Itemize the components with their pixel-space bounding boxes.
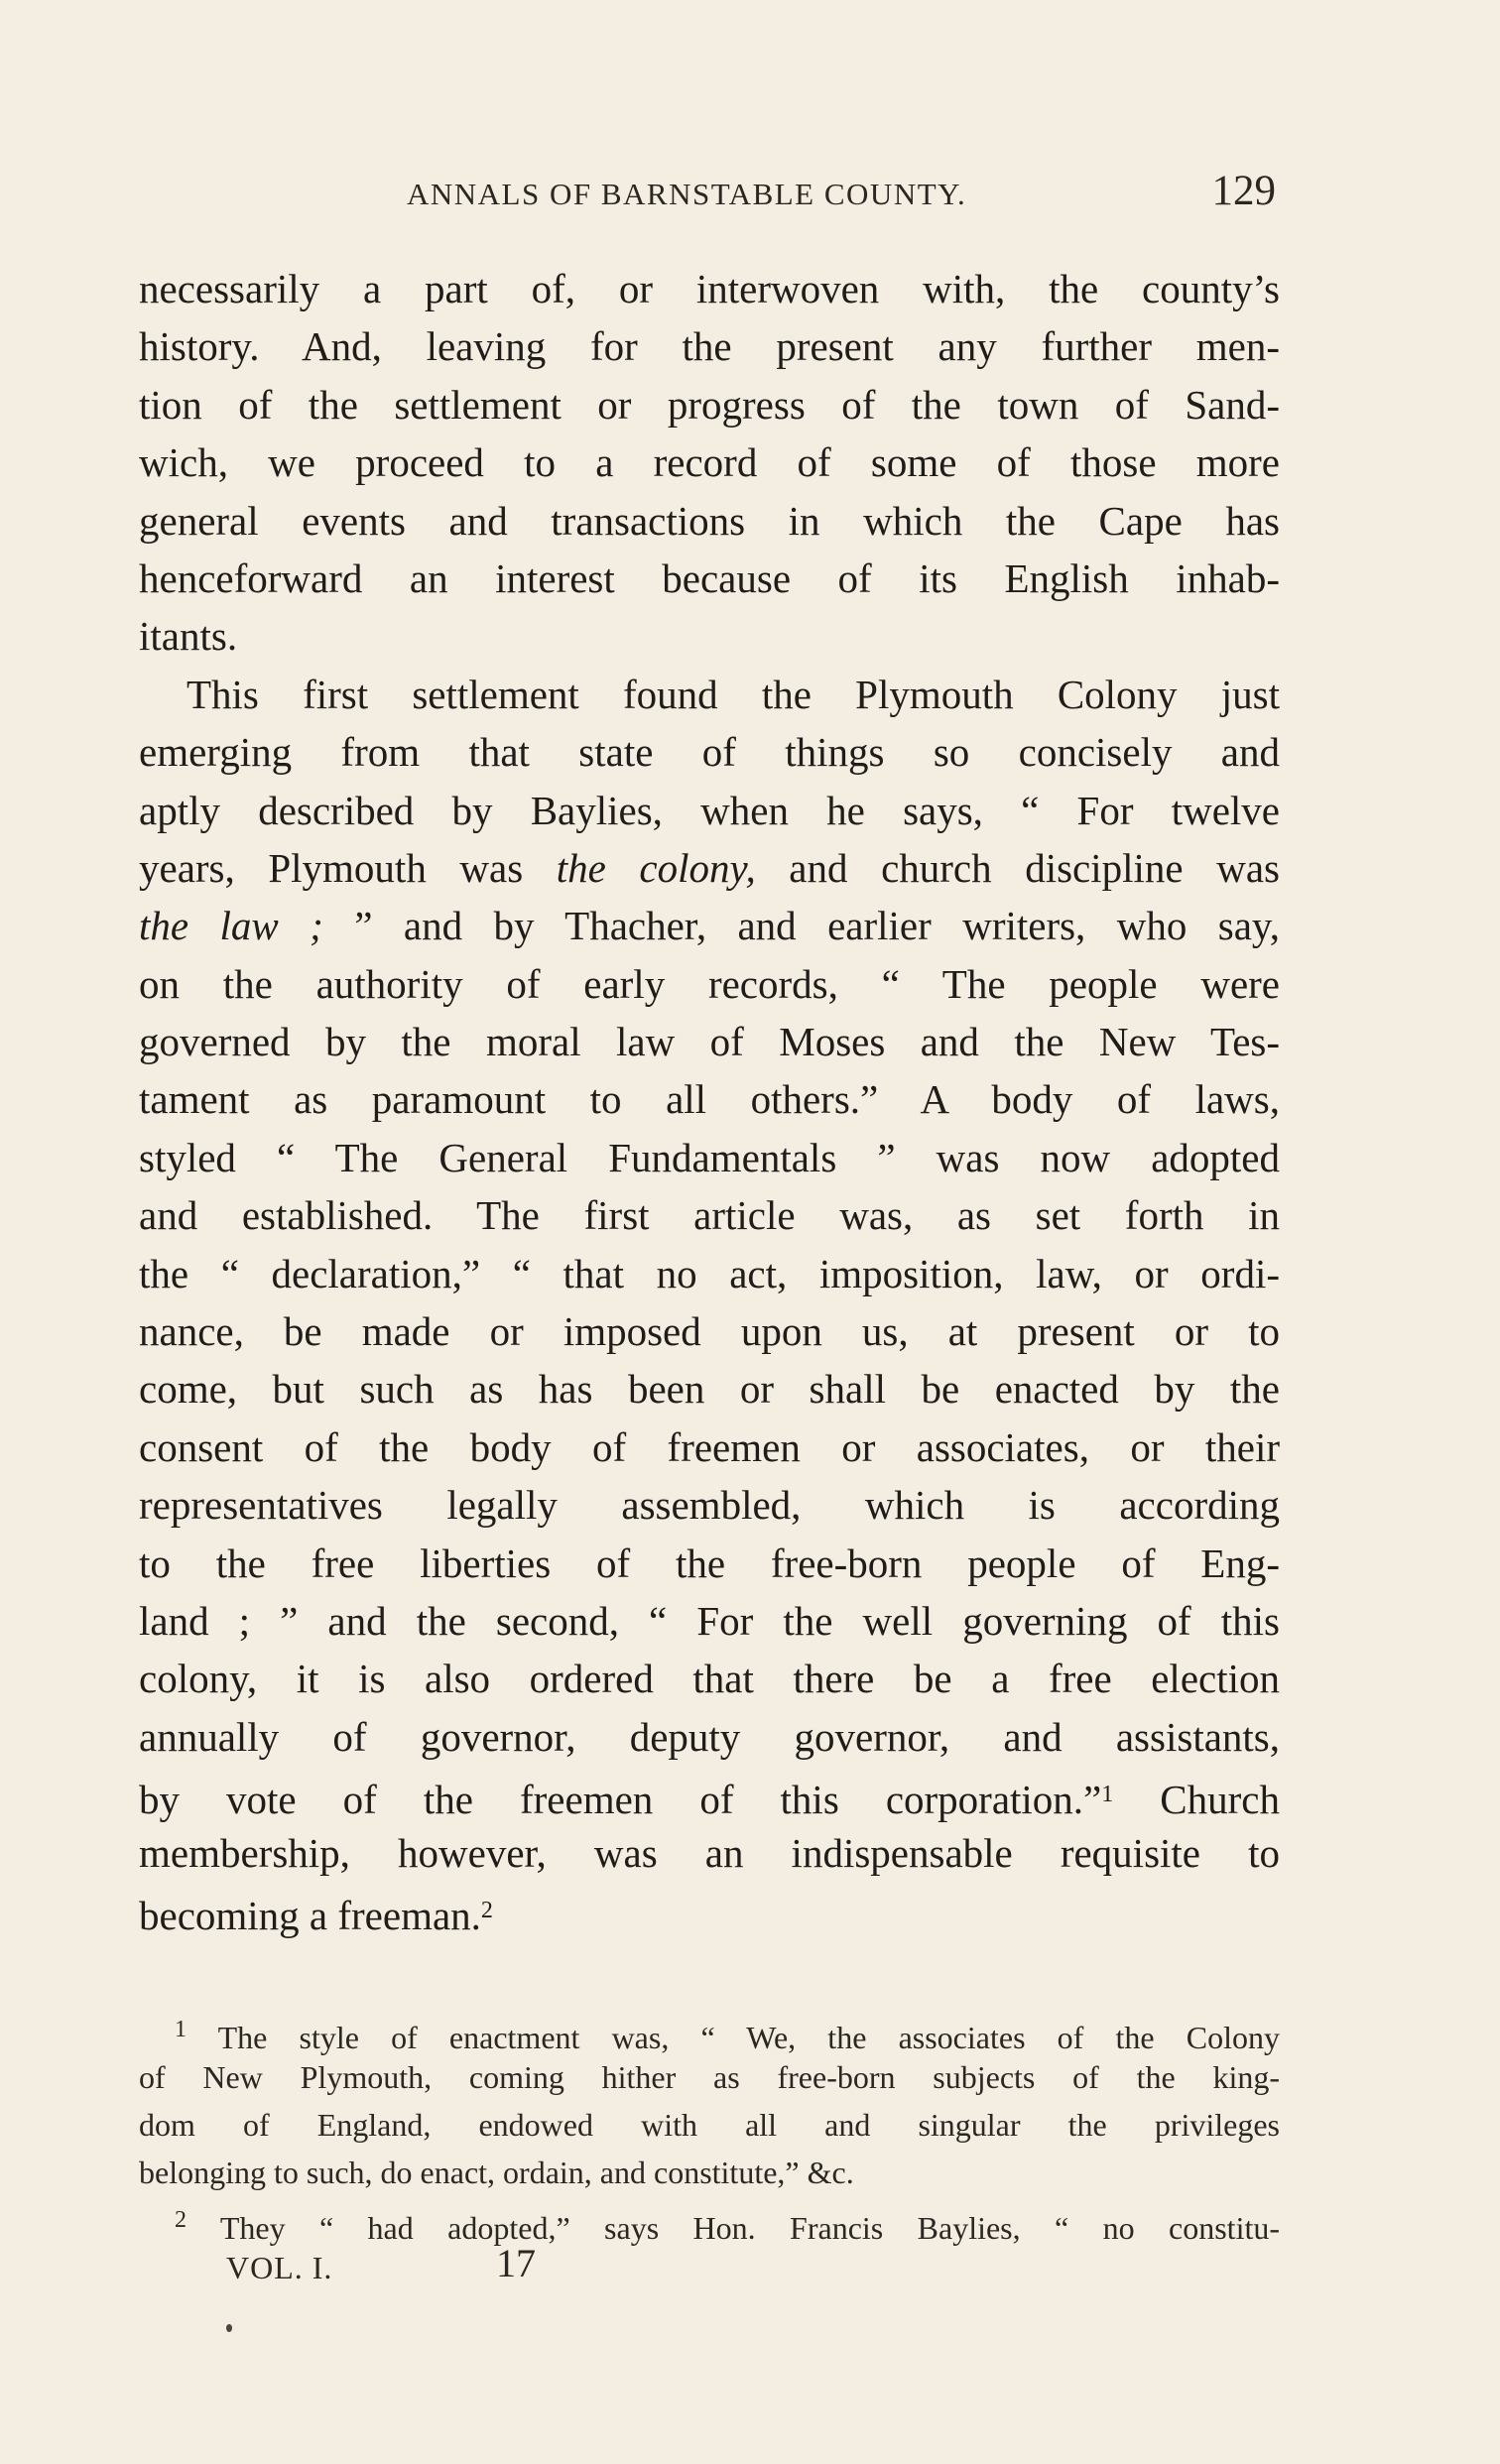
italic-run: the law ;: [139, 903, 323, 949]
text-line: to the free liberties of the free-born people of Eng-: [139, 1540, 1280, 1586]
text-run: ” and by Thacher, and earlier writers, who say,: [322, 903, 1280, 949]
signature-number: 17: [496, 2241, 536, 2285]
text-line: on the authority of early records, “ The people were: [139, 960, 1280, 1007]
footnote-text: They “ had adopted,” says Hon. Francis Baylies, “ no constitu-: [187, 2210, 1280, 2246]
italic-run: the colony,: [556, 844, 756, 891]
page-number: 129: [1211, 168, 1276, 214]
footnote-ref-2: 2: [480, 1897, 493, 1923]
footnote-line: [139, 2196, 1280, 2244]
footnote-ref-1: 1: [1101, 1782, 1114, 1808]
signature-volume: VOL. I.: [226, 2250, 333, 2285]
text-run: and church discipline was: [755, 844, 1280, 891]
footnote-marker-2: 2: [175, 2207, 187, 2233]
text-line: aptly described by Baylies, when he says, “ For twelve: [139, 787, 1280, 833]
text-line: membership, however, was an indispensable requisite to: [139, 1829, 1280, 1876]
text-run: Church: [1113, 1777, 1280, 1823]
footnote-marker-1: 1: [175, 2017, 187, 2042]
text-line: necessarily a part of, or interwoven with, the county’s: [139, 266, 1280, 311]
text-line: governed by the moral law of Moses and the New Tes-: [139, 1019, 1280, 1065]
footnote-line: belonging to such, do enact, ordain, and constitute,” &c.: [139, 2155, 854, 2190]
text-run: becoming a freeman.: [139, 1892, 481, 1938]
text-line: tament as paramount to all others.” A body of laws,: [139, 1076, 1280, 1123]
text-line: emerging from that state of things so concisely and: [139, 729, 1280, 776]
footnote-line: [139, 2006, 1280, 2053]
text-line: This first settlement found the Plymouth Colony just: [187, 671, 1280, 717]
text-run: years, Plymouth was: [139, 844, 557, 891]
footnote-line: dom of England, endowed with all and singular the privileges: [139, 2107, 1280, 2143]
text-line: land ; ” and the second, “ For the well governing of this: [139, 1597, 1280, 1644]
text-line: [139, 1766, 1280, 1823]
body-text: [139, 260, 1280, 1939]
text-line: itants.: [139, 613, 238, 660]
ink-speck: [226, 2324, 232, 2332]
page-header: [139, 167, 1280, 226]
text-line: henceforward an interest because of its English inhab-: [139, 554, 1280, 601]
text-line: colony, it is also ordered that there be a free election: [139, 1656, 1280, 1702]
text-line: [139, 839, 1280, 897]
text-run: by vote of the freemen of this corporation.”: [139, 1777, 1102, 1823]
footnote-line: of New Plymouth, coming hither as free-born subjects of the king-: [139, 2059, 1280, 2095]
running-head: ANNALS OF BARNSTABLE COUNTY.: [407, 177, 967, 211]
text-line: wich, we proceed to a record of some of those more: [139, 439, 1280, 486]
text-line: consent of the body of freemen or associates, or their: [139, 1423, 1280, 1470]
text-line: styled “ The General Fundamentals ” was now adopted: [139, 1134, 1280, 1180]
text-line: [139, 1882, 1280, 1939]
text-line: nance, be made or imposed upon us, at present or to: [139, 1308, 1280, 1355]
footnote-text: The style of enactment was, “ We, the associates of the Colony: [187, 2020, 1280, 2055]
text-line: history. And, leaving for the present any further men-: [139, 323, 1280, 370]
text-line: representatives legally assembled, which is according: [139, 1482, 1280, 1529]
text-line: [139, 897, 1280, 954]
text-line: general events and transactions in which the Cape has: [139, 497, 1280, 544]
text-line: come, but such as has been or shall be enacted by the: [139, 1366, 1280, 1413]
text-line: and established. The first article was, as set forth in: [139, 1192, 1280, 1239]
text-line: annually of governor, deputy governor, and assistants,: [139, 1713, 1280, 1760]
footnotes: [139, 2006, 1280, 2244]
text-line: tion of the settlement or progress of the town of Sand-: [139, 381, 1280, 428]
text-line: the “ declaration,” “ that no act, imposition, law, or ordi-: [139, 1250, 1280, 1296]
